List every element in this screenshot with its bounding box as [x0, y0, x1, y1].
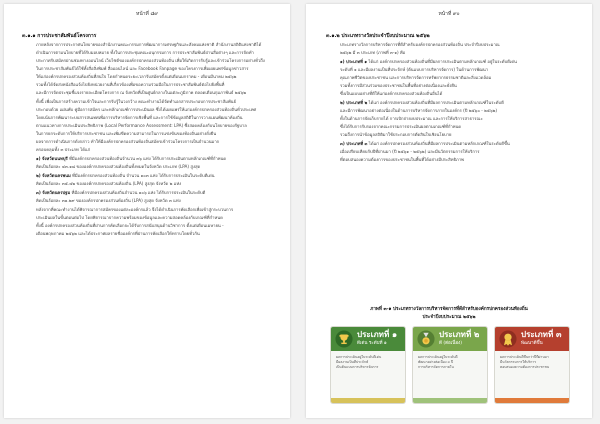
text-line: ๒๕๖๒ มี ๓ ประเภท (ภาพที่ ๓-๑) คือ [340, 50, 406, 55]
text-line: ที่ตอบสนองความต้องการของประชาชนในพื้นที่ได้อย่างมีประสิทธิภาพ [340, 157, 464, 162]
text-line: ทั้งในด้านการจัดเก็บรายได้ การเบิกจ่ายงบประมาณ และการให้บริการสาธารณะ [340, 116, 483, 121]
list-item [22, 189, 276, 205]
card-line: การบริหารจัดการภายใน [418, 365, 454, 369]
text-line: ซึ่งได้รับการรับรองจากคณะกรรมการประเมินผลตามเกณฑ์ที่กำหนด [340, 124, 462, 129]
medal-icon [417, 330, 435, 348]
left-page-content [22, 32, 276, 408]
list-item-label: ๓) จังหวัดนครปฐม [36, 190, 71, 195]
card-body [495, 351, 569, 374]
list-item-text: ได้แก่ องค์กรปกครองส่วนท้องถิ่นที่มีผลการประเมินตามหลักเกณฑ์ในระดับดีขึ้น [368, 141, 510, 146]
card-header [495, 327, 569, 351]
card-line: ตอบสนองความต้องการประชาชน [500, 365, 550, 369]
page-number: หน้าที่ ๙๐ [438, 11, 460, 17]
text-line: ตามแนวทางการประเมินประสิทธิภาพ (Local Performance Assessment: LPA) ซึ่งสอดคล้องกับนโยบายของรัฐบาล [36, 123, 247, 128]
text-line: ดำเนินการตามนโยบายที่ได้รับมอบหมาย ทั้งในการประชุมคณะอนุกรรมการ การประชาสัมพันธ์ผ่านสื่อต่างๆ และการจัดทำ [36, 50, 254, 55]
card-subtitle: ดีเด่น ระดับที่ ๑ [357, 341, 387, 346]
list-item-text: ที่มีองค์กรปกครองส่วนท้องถิ่นจำนวน ๑๐๖ แห่ง ได้รับการประเมินในระดับดี [71, 190, 206, 195]
text-line: ในการยกระดับการให้บริการประชาชน และเพิ่มขีดความสามารถในการแข่งขันของท้องถิ่นอย่างยั่งยืน [36, 131, 217, 136]
card-title: ประเภทที่ ๓ [521, 330, 562, 339]
list-item-line [326, 140, 576, 148]
paragraph [22, 41, 276, 97]
text-line: รวมทั้งการมีส่วนร่วมของประชาชนในพื้นที่อย่างต่อเนื่องและยั่งยืน [340, 83, 457, 88]
card-subtitle: พัฒนาดีขึ้น [521, 341, 543, 346]
card-title: ประเภทที่ ๑ [357, 330, 398, 339]
figure-caption-line: ประจำปีงบประมาณ ๒๕๖๒ [422, 315, 476, 320]
list-item [22, 155, 276, 171]
list-item-line [326, 99, 576, 107]
text-line: คิดเป็นร้อยละ ๓๑.๒๙ ขององค์กรปกครองส่วนท้องถิ่น (LPA) สูงสุด จังหวัด ๓ แห่ง [36, 198, 181, 203]
card-footer-bar [331, 398, 405, 403]
text-line: ภายหลังจากการประกาศนโยบายของสำนักงานคณะกรรมการพัฒนาการเศรษฐกิจและสังคมแห่งชาติ สำนักงานสถิติแห่งชาติได้ [36, 42, 262, 47]
list-item [326, 140, 576, 164]
card-body [331, 351, 405, 374]
award-card-type-2 [412, 326, 488, 404]
paragraph [22, 206, 276, 238]
text-line: ในการประชาสัมพันธ์ได้ใช้ทั้งสื่อสิ่งพิมพ์ สื่อออนไลน์ และ Facebook Fanpage ของโครงการเพื่อเผยแพร่ข้อมูลข่าวสาร [36, 66, 249, 71]
card-line: พัฒนาอย่างต่อเนื่อง ๓ ปี [418, 360, 454, 364]
card-line: ผลการประเมินอยู่ในระดับดี [418, 355, 458, 359]
section-heading: ๓.๑.๒ ประเภทรางวัลประจำปีงบประมาณ ๒๕๖๒ [326, 33, 430, 39]
card-title-block [521, 330, 561, 348]
card-line: เป็นต้นแบบการบริหารจัดการ [336, 365, 379, 369]
text-line: เมื่อเปรียบเทียบกับปีที่ผ่านมา (ปี ๒๕๖๑ - ๒๕๖๒) และมีนวัตกรรมการให้บริการ [340, 149, 480, 154]
list-item-text: ได้แก่ องค์กรปกครองส่วนท้องถิ่นที่มีผลการประเมินตามหลักเกณฑ์ อยู่ในระดับดีเด่น [368, 59, 517, 64]
list-item-label: ๓) ประเภทที่ ๓ [340, 141, 368, 146]
card-header [413, 327, 487, 351]
text-line: ประเภทรางวัลการบริหารจัดการที่ดีสำหรับองค์กรปกครองส่วนท้องถิ่น ประจำปีงบประมาณ [340, 42, 500, 47]
text-line: ทั้งนี้ องค์กรปกครองส่วนท้องถิ่นที่ผ่านการคัดเลือกจะได้รับการสนับสนุนด้านวิชาการ ตั้งแต่เดือนเมษายน - [36, 223, 224, 228]
award-card-type-1 [330, 326, 406, 404]
paragraph [22, 98, 276, 154]
text-line: คิดเป็นร้อยละ ๓๕.๔๒ ขององค์กรปกครองส่วนท้องถิ่น (LPA) สูงสุด จังหวัด ๒ แห่ง [36, 181, 182, 186]
card-title-block [439, 330, 479, 348]
text-line: ประเมินผลในขั้นตอนต่อไป โดยพิจารณาจากความพร้อมของข้อมูลและความสอดคล้องกับเกณฑ์ที่กำหนด [36, 215, 223, 220]
list-item-label: ๒) จังหวัดนครพนม [36, 173, 71, 178]
text-line: ครอบคลุมทั้ง ๓ ประเภท ได้แก่ [36, 147, 91, 152]
text-line: ซึ่งเป็นแบบอย่างที่ดีให้แก่องค์กรปกครองส่วนท้องถิ่นอื่นได้ [340, 91, 443, 96]
card-line: มีผลงานเป็นที่ประจักษ์ [336, 360, 369, 364]
text-line: คิดเป็นร้อยละ ๔๓.๑๘ ขององค์กรปกครองส่วนท้องถิ่นทั้งหมดในจังหวัด ประเภท (LPA) สูงสุด [36, 164, 201, 169]
section-heading: ๓.๑.๑ การประชาสัมพันธ์โครงการ [22, 33, 97, 39]
text-line: ประกอบด้วย แผ่นพับ คู่มือการสมัคร และหลักเกณฑ์การประเมินผล ซึ่งได้เผยแพร่ให้แก่องค์กรปกครองส่วนท้องถิ่นทั่วประเทศ [36, 107, 257, 112]
page-number: หน้าที่ ๘๙ [136, 11, 158, 17]
list-item-text: ที่มีองค์กรปกครองส่วนท้องถิ่นจำนวน ๓๖ แห่ง ได้รับการประเมินตามหลักเกณฑ์ที่กำหนด [69, 156, 227, 161]
list-item-line [326, 58, 576, 66]
list-item-label: ๑) จังหวัดนนทบุรี [36, 156, 68, 161]
text-line: เดือนพฤษภาคม ๒๕๖๒ และได้ประกาศผลรายชื่อองค์กรที่ผ่านการคัดเลือกให้ทราบโดยทั่วกัน [36, 231, 200, 236]
paragraph [326, 41, 576, 57]
list-item-text: ได้แก่ องค์กรปกครองส่วนท้องถิ่นที่มีผลการประเมินตามหลักเกณฑ์ในระดับดี [368, 100, 504, 105]
card-line: มีนวัตกรรมการให้บริการ [500, 360, 537, 364]
list-item [326, 99, 576, 139]
card-body [413, 351, 487, 374]
left-page [4, 4, 290, 418]
text-line: ระดับที่ ๑ และมีผลงานเป็นที่ประจักษ์ (ต้นแบบการบริหารจัดการ) ในด้านการพัฒนา [340, 67, 489, 72]
right-page-content [326, 32, 576, 298]
text-line: หลังจากที่คณะทำงานได้พิจารณาการสมัครของแต่ละองค์กรแล้ว จึงได้ดำเนินการคัดเลือกเพื่อเข้าสู่กระบวนการ [36, 207, 234, 212]
text-line: และมีการพัฒนาอย่างต่อเนื่องในด้านการบริหารจัดการภายในองค์กร (ปี ๒๕๖๐ - ๒๕๖๒) [340, 108, 498, 113]
text-line: โดยเน้นการพัฒนาระบบสารสนเทศเพื่อการบริหารจัดการเชิงพื้นที่ และการใช้ข้อมูลสถิติในการวางแผนพัฒนาท้องถิ่น [36, 115, 243, 120]
text-line: รวมถึงการนำข้อมูลสถิติมาใช้ประกอบการตัดสินใจเชิงนโยบาย [340, 132, 452, 137]
card-title-block [357, 330, 397, 348]
right-page [306, 4, 592, 418]
text-line: ทั้งนี้ เพื่อเป็นการสร้างความเข้าใจและการรับรู้ในวงกว้าง คณะทำงานได้จัดทำเอกสารประกอบการประชาสัมพันธ์ [36, 99, 237, 104]
list-item-label: ๑) ประเภทที่ ๑ [340, 59, 368, 64]
figure-caption [306, 306, 592, 322]
list-item [22, 172, 276, 188]
card-line: ผลการประเมินอยู่ในระดับดีเด่น [336, 355, 382, 359]
award-types-figure [330, 326, 570, 404]
list-item-line [22, 172, 276, 180]
card-footer-bar [413, 398, 487, 403]
card-header [331, 327, 405, 351]
text-line: และมีการจัดประชุมชี้แจงรายละเอียดโครงการ ณ จังหวัดที่เป็นศูนย์กลางในแต่ละภูมิภาค ตลอดเดือนกุมภาพันธ์ ๒๕๖๒ [36, 90, 247, 95]
ribbon-icon [499, 330, 517, 348]
card-footer-bar [495, 398, 569, 403]
award-card-type-3 [494, 326, 570, 404]
list-item [326, 58, 576, 98]
text-line: ให้แก่องค์กรปกครองส่วนท้องถิ่นที่สนใจ โดยกำหนดระยะเวลารับสมัครตั้งแต่เดือนมกราคม - เดือนมีนาคม ๒๕๖๒ [36, 74, 237, 79]
text-line: คุณภาพชีวิตของประชาชน และการบริหารจัดการทรัพยากรธรรมชาติและสิ่งแวดล้อม [340, 75, 492, 80]
list-item-text: ที่มีองค์กรปกครองส่วนท้องถิ่น จำนวน ๑๐๓ แห่ง ได้รับการประเมินในระดับดีเด่น [72, 173, 215, 178]
card-subtitle: ดี (ต่อเนื่อง) [439, 341, 463, 346]
list-item-line [22, 189, 276, 197]
text-line: ประกาศรับสมัครผ่านช่องทางออนไลน์ เว็บไซต์ขององค์กรปกครองส่วนท้องถิ่น เพื่อให้เกิดการรับรู้และเข้าร่วมโครงการอย่างทั่วถึง [36, 58, 265, 63]
card-line: ผลการประเมินดีขึ้นกว่าปีที่ผ่านมา [500, 355, 549, 359]
list-item-label: ๒) ประเภทที่ ๒ [340, 100, 368, 105]
text-line: ผลจากการดำเนินการดังกล่าว ทำให้มีองค์กรปกครองส่วนท้องถิ่นสมัครเข้าร่วมโครงการเป็นจำนวนมาก [36, 139, 220, 144]
trophy-icon [335, 330, 353, 348]
card-title: ประเภทที่ ๒ [439, 330, 480, 339]
text-line: รวมทั้งได้จัดส่งหนังสือแจ้งไปยังหน่วยงานที่เกี่ยวข้องเพื่อขอความร่วมมือในการประชาสัมพันธ์ต่อไปยังพื้นที่ [36, 82, 225, 87]
list-item-line [22, 155, 276, 163]
figure-caption-line: ภาพที่ ๓-๑ ประเภทรางวัลการบริหารจัดการที่ดีสำหรับองค์กรปกครองส่วนท้องถิ่น [370, 307, 528, 312]
